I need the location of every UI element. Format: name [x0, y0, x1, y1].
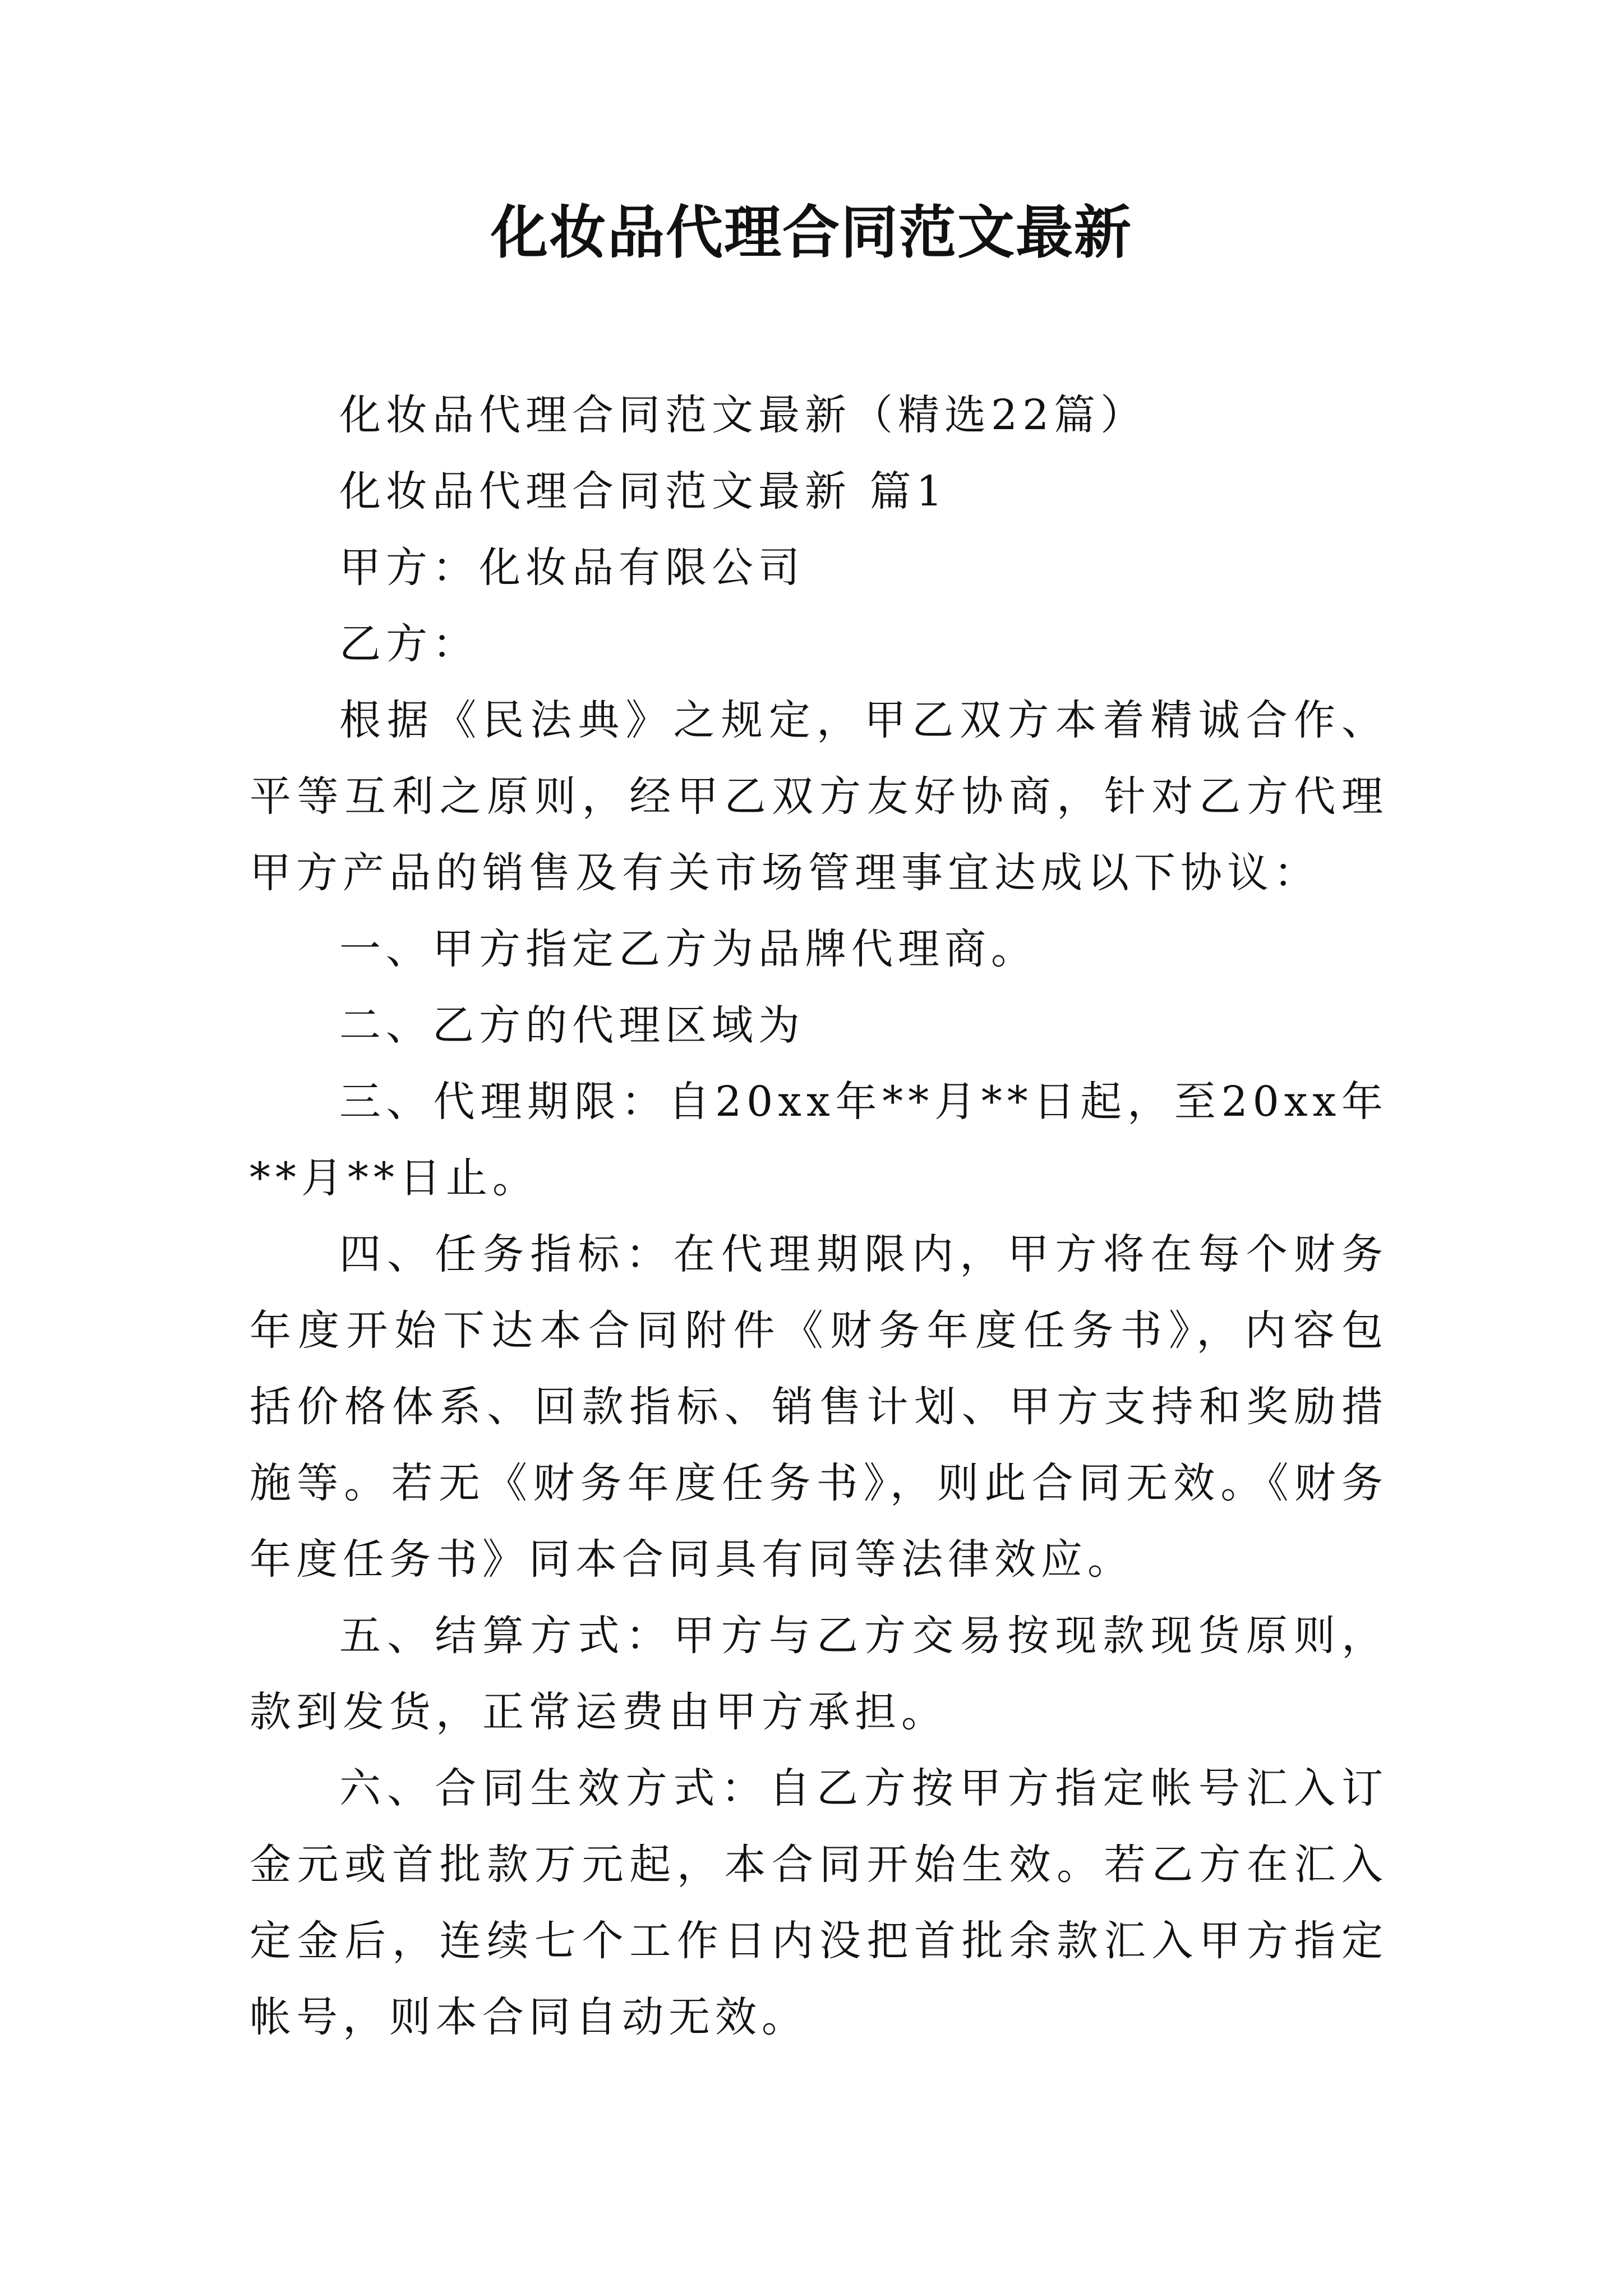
paragraph-clause-1: 一、甲方指定乙方为品牌代理商。 — [339, 925, 1038, 973]
paragraph-collection-heading: 化妆品代理合同范文最新（精选22篇） — [339, 391, 1147, 439]
paragraph-section-heading: 化妆品代理合同范文最新 篇1 — [339, 467, 948, 516]
paragraph-party-a: 甲方：化妆品有限公司 — [339, 544, 805, 592]
paragraph-clause-2: 二、乙方的代理区域为 — [339, 1001, 805, 1050]
document-body — [250, 377, 1388, 2055]
paragraph-clause-3: 三、代理期限：自20xx年**月**日起，至20xx年**月**日止。 — [250, 1078, 1388, 1202]
paragraph-clause-6: 六、合同生效方式：自乙方按甲方指定帐号汇入订金元或首批款万元起，本合同开始生效。若乙方在汇入定金后，连续七个工作日内没把首批余款汇入甲方指定帐号，则本合同自动无效。 — [250, 1764, 1388, 2041]
paragraph-party-b: 乙方： — [339, 620, 479, 668]
document-title: 化妆品代理合同范文最新 — [491, 199, 1132, 266]
paragraph-preamble: 根据《民法典》之规定，甲乙双方本着精诚合作、平等互利之原则，经甲乙双方友好协商，针对乙方代理甲方产品的销售及有关市场管理事宜达成以下协议： — [250, 696, 1388, 897]
paragraph-clause-4: 四、任务指标：在代理期限内，甲方将在每个财务年度开始下达本合同附件《财务年度任务书》，内容包括价格体系、回款指标、销售计划、甲方支持和奖励措施等。若无《财务年度任务书》，则此合同无效。《财务年度任务书》同本合同具有同等法律效应。 — [250, 1230, 1388, 1584]
paragraph-clause-5: 五、结算方式：甲方与乙方交易按现款现货原则，款到发货，正常运费由甲方承担。 — [250, 1612, 1388, 1736]
